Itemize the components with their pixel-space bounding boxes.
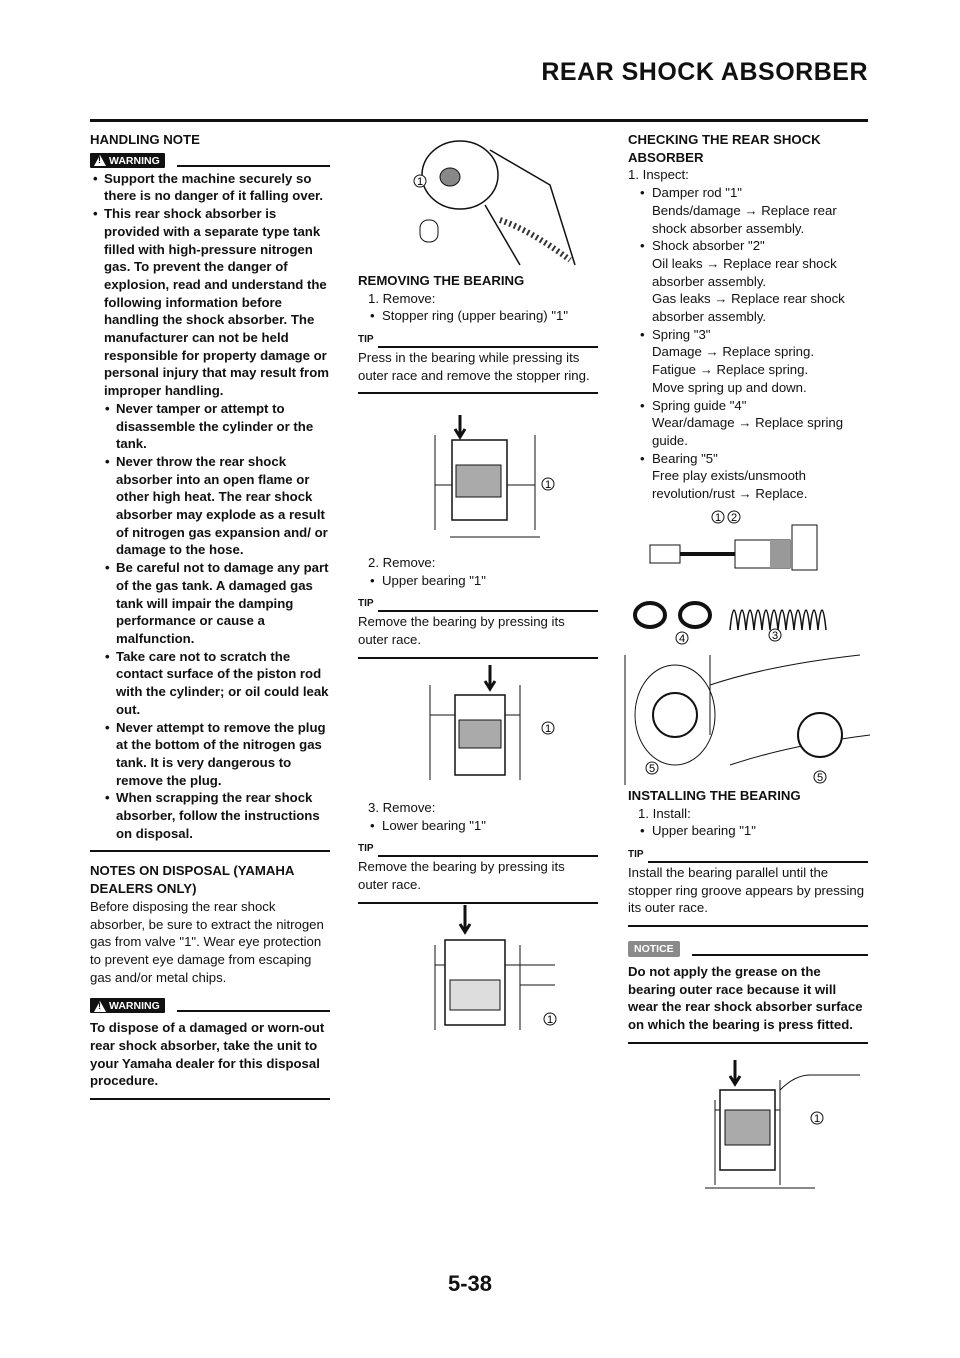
step-3: 3. Remove: <box>368 800 436 815</box>
inspect-detail: Damage → Replace spring. <box>652 344 814 360</box>
warning-item: • Support the machine securely so there is no danger of it falling over. <box>90 170 330 205</box>
right-section-1 <box>628 131 868 503</box>
page-title: REAR SHOCK ABSORBER <box>541 58 868 86</box>
step-3-item: • Lower bearing "1" <box>358 817 598 835</box>
warning-subitem: • Be careful not to damage any part of the gas tank. A damaged gas tank will impair the damping performance or cause a malfunction. <box>90 559 330 648</box>
install-bearing-figure <box>695 1060 865 1195</box>
step-2-item: • Upper bearing "1" <box>358 572 598 590</box>
divider <box>358 902 598 904</box>
right-section-2 <box>628 787 868 1054</box>
inspect-detail: Oil leaks → Replace rear shock absorber assembly. <box>652 255 837 289</box>
tip-text: Press in the bearing while pressing its outer race and remove the stopper ring. <box>358 349 590 383</box>
inspect-detail: Move spring up and down. <box>652 379 807 395</box>
lower-bearing-removal-figure <box>420 905 570 1040</box>
checking-heading: CHECKING THE REAR SHOCK ABSORBER <box>628 132 821 165</box>
callout-2: 2 <box>731 512 738 524</box>
tip-header <box>358 331 598 349</box>
install-item: • Upper bearing "1" <box>628 822 868 840</box>
lower-bearing-press-figure <box>410 665 570 800</box>
inspect-item: • Shock absorber "2" <box>628 237 868 255</box>
left-column <box>90 131 330 1110</box>
warning-subitem: • Never tamper or attempt to disassemble the cylinder or the tank. <box>90 400 330 453</box>
tip-label: TIP <box>358 598 374 610</box>
tip-label: TIP <box>358 843 374 855</box>
step-2: 2. Remove: <box>368 555 436 570</box>
inspect-item: • Damper rod "1" <box>628 184 868 202</box>
warning-badge <box>90 153 165 168</box>
middle-section-3 <box>358 799 598 914</box>
warning-item: • This rear shock absorber is provided with a separate type tank filled with high-pressure nitrogen gas. To prevent the danger of explosion, read and understand the following information before handling the shock absorber. The manufacturer can not be held responsible for property damage or personal injury that may result from improper handling. <box>90 205 330 400</box>
divider <box>692 954 868 956</box>
inspect-detail: Gas leaks → Replace rear shock absorber assembly. <box>652 291 845 325</box>
notice-header <box>628 941 868 957</box>
installing-bearing-heading: INSTALLING THE BEARING <box>628 788 801 803</box>
tip-header <box>628 846 868 864</box>
inspect-detail: Bends/damage → Replace rear shock absorber assembly. <box>652 202 837 236</box>
warning-header <box>90 998 330 1013</box>
divider <box>177 1010 330 1012</box>
warning-header <box>90 153 330 168</box>
warning-triangle-icon <box>94 1001 106 1012</box>
stopper-ring-figure <box>400 125 580 270</box>
install-step: 1. Install: <box>638 805 691 821</box>
inspect-item: • Spring guide "4" <box>628 397 868 415</box>
divider <box>648 861 868 863</box>
warning-label: WARNING <box>109 1000 160 1013</box>
removing-bearing-heading: REMOVING THE BEARING <box>358 273 525 288</box>
warning-subitem: • Never throw the rear shock absorber into an open flame or other high heat. The rear shock absorber may explode as a result of nitrogen gas expansion and/ or damage to the hose. <box>90 453 330 559</box>
disposal-warning-text: To dispose of a damaged or worn-out rear shock absorber, take the unit to your Yamaha dealer for this disposal procedure. <box>90 1020 325 1089</box>
callout-1: 1 <box>814 1113 821 1125</box>
step-1-item: • Stopper ring (upper bearing) "1" <box>358 307 598 325</box>
shock-absorber-components-figure <box>620 505 875 785</box>
upper-bearing-press-figure <box>420 415 570 550</box>
divider <box>358 392 598 394</box>
tip-label: TIP <box>628 849 644 861</box>
page-number: 5-38 <box>447 1271 493 1296</box>
tip-header <box>358 840 598 858</box>
callout-5: 5 <box>817 772 824 784</box>
warning-subitem: • When scrapping the rear shock absorber, follow the instructions on disposal. <box>90 789 330 842</box>
inspect-step: 1. Inspect: <box>628 167 689 183</box>
tip-text: Remove the bearing by pressing its outer race. <box>358 614 565 647</box>
callout-1: 1 <box>545 723 552 735</box>
warning-label: WARNING <box>109 154 160 167</box>
inspect-detail: Wear/damage → Replace spring guide. <box>652 415 844 448</box>
handling-note-heading: HANDLING NOTE <box>90 132 200 147</box>
warning-triangle-icon <box>94 155 106 166</box>
inspect-detail: Free play exists/unsmooth revolution/rust → Replace. <box>652 468 808 502</box>
divider <box>628 925 868 927</box>
tip-text: Remove the bearing by pressing its outer race. <box>358 859 565 892</box>
callout-3: 3 <box>772 630 779 642</box>
warning-badge <box>90 998 165 1013</box>
divider <box>378 346 598 348</box>
callout-5: 5 <box>649 763 656 775</box>
disposal-heading: NOTES ON DISPOSAL (YAMAHA DEALERS ONLY) <box>90 863 294 897</box>
middle-section-1 <box>358 272 598 404</box>
callout-1: 1 <box>715 512 722 524</box>
middle-section-2 <box>358 554 598 669</box>
divider <box>90 850 330 852</box>
divider <box>378 855 598 857</box>
step-1: 1. Remove: <box>368 290 436 306</box>
warning-subitem: • Take care not to scratch the contact surface of the piston rod with the cylinder; or oil could leak out. <box>90 648 330 719</box>
callout-1: 1 <box>417 176 424 188</box>
warning-subitem: • Never attempt to remove the plug at the bottom of the nitrogen gas tank. It is very dangerous to remove the plug. <box>90 719 330 790</box>
divider <box>378 610 598 612</box>
callout-1: 1 <box>545 479 552 491</box>
callout-1: 1 <box>547 1014 554 1026</box>
inspect-item: • Bearing "5" <box>628 450 868 468</box>
inspect-detail: Fatigue → Replace spring. <box>652 362 809 378</box>
divider <box>358 657 598 659</box>
divider <box>177 165 330 167</box>
callout-4: 4 <box>679 633 686 645</box>
warning-list <box>90 170 330 843</box>
header-rule <box>90 119 868 122</box>
notice-text: Do not apply the grease on the bearing outer race because it will wear the rear shock absorber surface on which the bearing is press fitted. <box>628 963 863 1033</box>
tip-header <box>358 595 598 613</box>
tip-label: TIP <box>358 334 374 346</box>
notice-badge: NOTICE <box>628 941 680 957</box>
divider <box>90 1098 330 1100</box>
inspect-item: • Spring "3" <box>628 326 868 344</box>
tip-text: Install the bearing parallel until the stopper ring groove appears by pressing its outer race. <box>628 864 865 916</box>
disposal-text: Before disposing the rear shock absorber, be sure to extract the nitrogen gas from valve "1". Wear eye protection to prevent eye damage from escaping gas and/or metal chips. <box>90 898 324 985</box>
divider <box>628 1042 868 1044</box>
